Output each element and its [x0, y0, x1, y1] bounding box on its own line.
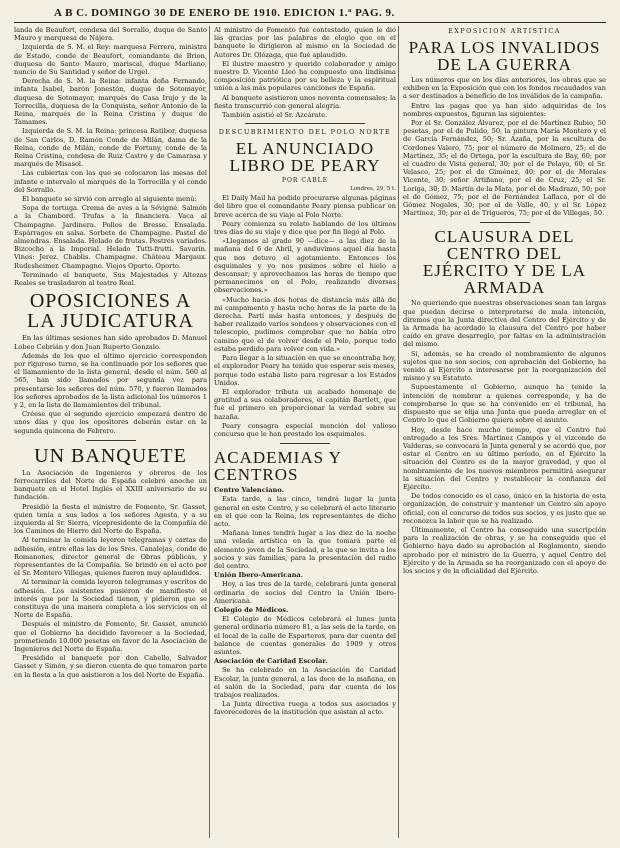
paragraph: Últimamente, el Centro ha conseguido una suscripción para la realización de obras, y se ha conseguido que el Gobierno haya dado su aprobación al Reglamento, siendo aprobado por el ministro de la Guerra, y aquel Centro del Ejército y de la Armada se ha reorganizado con el apoyo de los socios y de la oficialidad del Ejército. [403, 525, 606, 575]
paragraph: Izquierda de S. M. la Reina: princesa Ratibor, duquesa de San Carlos, D. Ramón Conde de Milán, dama de la Reina, conde de Milán, conde de Fortuny, conde de la Reina Cristina, condesa de Ruiz Castro y de Camarasa y marqués de Misasol. [14, 127, 207, 169]
paragraph: Presidió la fiesta el ministro de Fomento, Sr. Gasset, quien tenía a sus lados a los señores Agesta, y a su izquierda al Sr. Sierra, vicepresidente de la Compañía de los Caminos de Hierro del Norte de España. [14, 502, 207, 536]
paragraph: El banquete se sirvió con arreglo al siguiente menú: [22, 195, 197, 204]
section-label-polo: DESCUBRIMIENTO DEL POLO NORTE [218, 128, 392, 137]
column-rule-1 [209, 26, 210, 838]
byline: POR CABLE [281, 177, 329, 185]
paragraph: Al terminar la comida leyeron telegramas y cartas de adhesión, entre ellas las de los Sres. Canalejas, conde de Romanones, director general de Obras públicas, y representantes de la Compañía. Se brindó en el acto por el Sr. Montero Villegas, quienes fueron muy aplaudidos. [14, 536, 207, 578]
headline-invalidos: PARA LOS INVALIDOS DE LA GUERRA [408, 38, 601, 74]
column-2 [214, 26, 396, 841]
paragraph: Terminado el banquete, Sus Majestades y Altezas Reales se trasladaron al teatro Real. [14, 270, 207, 288]
column-rule-2 [398, 26, 399, 838]
headline-academias: ACADEMIAS Y CENTROS [214, 448, 342, 485]
paragraph: «Mucho hacía dos horas de distancia más allá de mi campamento y hasta ocho horas de la parte de la derecha. Partí más hasta entonces, y después de haber realizado varios sondeos y observaciones con el telescopio, pudimos comprobar que no había otro camino que el de volver desde el Polo, porque todo estaba perdido para volver con vida.» [214, 295, 396, 353]
paragraph: Peary consagra especial mención del valioso concurso que le han prestado los esquimales. [214, 421, 396, 438]
divider [280, 443, 330, 444]
paragraph: La Asociación de Ingenieros y obreros de los ferrocarriles del Norte de España celebró anoche un banquete en el Hotel Inglés el XXIII aniversario de su fundación. [14, 468, 207, 502]
dateline: Londres, 29, 5 t. [350, 186, 396, 193]
section-label-exposicion: EXPOSICION ARTISTICA [448, 27, 561, 35]
paragraph: El explorador tributa un acabado homenaje de gratitud a sus colaboradores, el capitán Bartlett, que fué el primero en proporcionar la verdad sobre su hazaña. [214, 387, 396, 421]
paragraph: Presidido el banquete por don Cabello, Salvador Gasset y Simón, y se dieron cuenta de que tomaron parte en la fiesta a la que asistieron a los del Norte de España. [14, 654, 207, 679]
paragraph: Al banquete asistieron unos noventa comensales; la fiesta transcurrió con general alegría. [214, 93, 396, 110]
paragraph: Peary comienza su relato hablando de los últimos tres días de su viaje y dice que por fin llegó al Polo. [214, 219, 396, 237]
headline-oposiciones: OPOSICIONES A LA JUDICATURA [27, 290, 194, 333]
headline-banquete: UN BANQUETE [34, 444, 187, 467]
paragraph: Además de los que el último ejercicio corresponden por riguroso turno, se ha continuado por los señores que el llamamiento de la lista general, desde el núm. 560 al 565, han sido llamados por segunda vez para presentarse los señores del núm. 570, y fueron llamados los señores aprobados de la lista adicional los números 1 y 2, en la lista de llamamientos del tribunal. [14, 351, 207, 409]
divider [480, 222, 530, 223]
paragraph: El Colegio de Médicos celebrará el lunes junta general ordinaria número 81, a las seis de la tarde, en el local de la calle de Esparteros, para dar cuenta del balance de cuentas generales de 1909 y otros asuntos. [214, 615, 396, 656]
paragraph: landa de Beaufort, condesa del Sorrallo, duque de Santo Mauro y marquesa de Nájera. [14, 26, 207, 43]
paragraph: Sopa de tortuga. Crema de aves a la Sévigné. Salmón a la Chambord. Trufas a la financiera. Vaca al Champagne. Jardinera. Pollos de Bresse. Ensalada. Espárragos en salsa. Sorbete de Champagne. Pastel de almendras. Ensalada. Helado de frutas. Postres variados. Bizcocho a la Imperial. Helado Tutti-frutti. Savarín. Vinos: Jerez. Chablis. Champagne. Château Margaux. Rudesheimer. Champagne. Viejos Oporto. Oporto. [14, 204, 207, 270]
paragraph: Mañana lunes tendrá lugar a las diez de la noche una velada artística en la que tomará parte el elemento joven de la Sociedad, a la que se invita a los socios y sus familias, para la presentación del radio del centro. [214, 529, 396, 570]
paragraph: Los números que en los días anteriores, los obras que se exhiben en la Exposición que con los fondos recaudados van a ser destinados a beneficio de los inválidos de la campaña. [403, 76, 606, 101]
paragraph: «Llegamos al grado 90 —dice— a las diez de la mañana del 6 de Abril, y anduvimos aquel día hasta que nos detuvo el agotamiento. Entonces los esquimales y yo nos pusimos sobre el hielo a descansar; y aprovechamos las horas de tiempo que permanecimos en el Polo, realizando diversas observaciones.» [214, 237, 396, 295]
paragraph: Esta tarde, a las cinco, tendrá lugar la junta general en este Centro, y se celebrará el acto literario en el que con la Reina, los representantes de dicho acto. [214, 495, 396, 528]
divider [86, 440, 136, 441]
paragraph: Se ha celebrado en la Asociación de Caridad Escolar, la junta general, a las doce de la mañana, en el salón de la Sociedad, para dar cuenta de los trabajos realizados. [214, 666, 396, 699]
column-3 [403, 26, 606, 841]
paragraph: La Junta directiva ruega a todos sus asociados y favorecedores de la institución que asistan al acto. [214, 700, 396, 717]
paragraph: Las cubiertas con las que se colocaron las mesas del infante e intervalo el marqués de la Torrecilla y el conde del Sorrallo. [14, 169, 207, 194]
paragraph: Hoy, desde hace mucho tiempo, que el Centro fué entregado a los Sres. Martínez Campos y el vizconde de Valderas, se convocará la Junta general y se acordó que, por estar el Centro en su último período, en el Ejército la situación del Centro es de la mayor gravedad, y que el nombramiento de los nuevos miembros permitirá asegurar la situación del Centro y restablecer la confianza del Ejército. [403, 425, 606, 491]
paragraph: Después el ministro de Fomento, Sr. Gasset, anunció que el Gobierno ha decidido favorecer a la Sociedad, prometiendo 10.000 pesetas en favor de la Asociación de Ingenieros del Norte de España. [14, 620, 207, 653]
paragraph: En las últimas sesiones han sido aprobados D. Manuel Lobeo Cebrián y don Juan Ruperto Gonzalo. [14, 334, 207, 351]
paragraph: Para llegar a la situación en que se encontraba hoy, el explorador Peary ha tenido que esperar seis meses, porque todo estaba listo para regresar a los Estados Unidos. [214, 354, 396, 387]
masthead-text: A B C. DOMINGO 30 DE ENERO DE 1910. EDICION 1.ª PAG. 9. [54, 7, 395, 19]
paragraph: Si, además, se ha creado el nombramiento de algunos sujetos que no son socios, con aprobación del Gobierno, ha venido al Ejército a interesarse por la reorganización del mismo y su Estatuto. [403, 349, 606, 383]
paragraph: Créese que el segundo ejercicio empezará dentro de unos días y que los opositores deberán estar en la segunda quincena de Febrero. [14, 410, 207, 435]
divider [245, 123, 365, 124]
paragraph: El ilustre maestro y querido colaborador y amigo nuestro D. Vicente Lleó ha compuesto una lindísima composición patriótica por su belleza y la espiritual unión a las más populares canciones de España. [214, 59, 396, 93]
paragraph: También asistió el Sr. Azcárate. [222, 111, 328, 120]
paragraph: Supuestamente el Gobierno, aunque ha tenido la intención de nombrar a quienes corresponde, y ha de comprobarse lo que se ha convenido en el tribunal, ha dispuesto que se elija una Junta que pueda arreglar en el Centro lo que el Gobierno quiera sobre el asunto. [403, 383, 606, 425]
subheading: Colegio de Médicos. [214, 605, 289, 614]
paragraph: Al terminar la comida leyeron telegramas y escritos de adhesión. Los asistentes pusieron de manifiesto el interés que por la Sociedad tienen, y pidieron que se constituya de una manera completa a los servicios en el Norte de España. [14, 578, 207, 620]
paragraph: Derecha de S. M. la Reina: infanta doña Fernando, infanta Isabel, barón Jonestón, duque de Sotomayor, duquesa de Sotomayor, marqués de Casa Irujo y de la Torrecilla, duquesa de la Conquista, señor Antonio de la Reina, marqués de la Reina Cristina y duque de Tamames. [14, 77, 207, 127]
paragraph: De todos conocido es el caso, único en la historia de esta organización, de construir y mantener un Centro sin apoyo oficial, con el concurso de todos sus socios, y es justo que se reconozca la labor que se ha realizado. [403, 492, 606, 525]
paragraph: El Daily Mail ha podido procurarse algunas páginas del libro que el comandante Peary piensa publicar en breve acerca de su viaje al Polo Norte. [214, 194, 396, 219]
subheading: Asociación de Caridad Escolar. [214, 657, 328, 666]
headline-libro-peary: EL ANUNCIADO LIBRO DE PEARY [229, 139, 381, 176]
subheading: Unión Ibero-Americana. [214, 571, 303, 580]
subheading: Centro Valenciano. [214, 486, 284, 495]
paragraph: Izquierda de S. M. el Rey: marquesa Ferrera, ministra de Estado, conde de Beaufort, comandante de Brion, duquesa de Santo Mauro, mariscal, duque Marliano, nuncio de Su Santidad y señor de Urgel. [14, 43, 207, 77]
headline-clausura: CLAUSURA DEL CENTRO DEL EJÉRCITO Y DE LA ARMADA [422, 227, 587, 298]
page-header [14, 6, 606, 23]
paragraph: Al ministro de Fomento fué contestado, quien le dió las gracias por las palabras de elogio que en el banquete le dirigieron al mismo en la Sociedad de Autores Dr. Olózaga, que fué aplaudido. [214, 26, 396, 59]
paragraph: Por el Sr. González Álvarez, por el de Martínez Rubio, 50 pesetas, por el de Pulido, 50, la pintura María Montero y el de García Fernández, 50; Sr. Azaña, por la escultura de Cordones Valero, 75; por el número de Molinero, 25; el de Martínez, 35; el de Ortega, por la escultura de Bay, 60; por el cuadro de Vista general, 30; por el de Pelayo, 60; el Sr. Velasco, 25; por el de Giménez, 40; por el de Morales Vicente, 30; señor Artiñano, por el de Cruz, 25; el Sr. Loriga, 30; D. Martín de la Mata, por el de Madrazo, 50; por el de Gómez, 75; por el de Fernández Laflaca, por el de Gómez Nogales, 30; por el de Valle, 40, y el Sr. López Martínez, 30; por el de Trigueros, 75; por el de Villegas, 50. [403, 119, 606, 218]
paragraph: Entre las pagas que ya han sido adquiridas de los nombres expuestos, figuran las siguientes: [403, 101, 606, 118]
paragraph: No queriendo que nuestras observaciones sean tan largas que puedan decirse o interpretarse de mala intención, diremos que la Junta directiva del Centro del Ejército y de la Armada ha acordado la clausura del Centro por haber caído en grave desarreglo, por faltas en la administración del mismo. [403, 299, 606, 349]
column-1 [14, 26, 207, 841]
paragraph: Hoy, a las tres de la tarde, celebrará junta general ordinaria de socios del Centro la Unión Ibero-Americana. [214, 580, 396, 605]
